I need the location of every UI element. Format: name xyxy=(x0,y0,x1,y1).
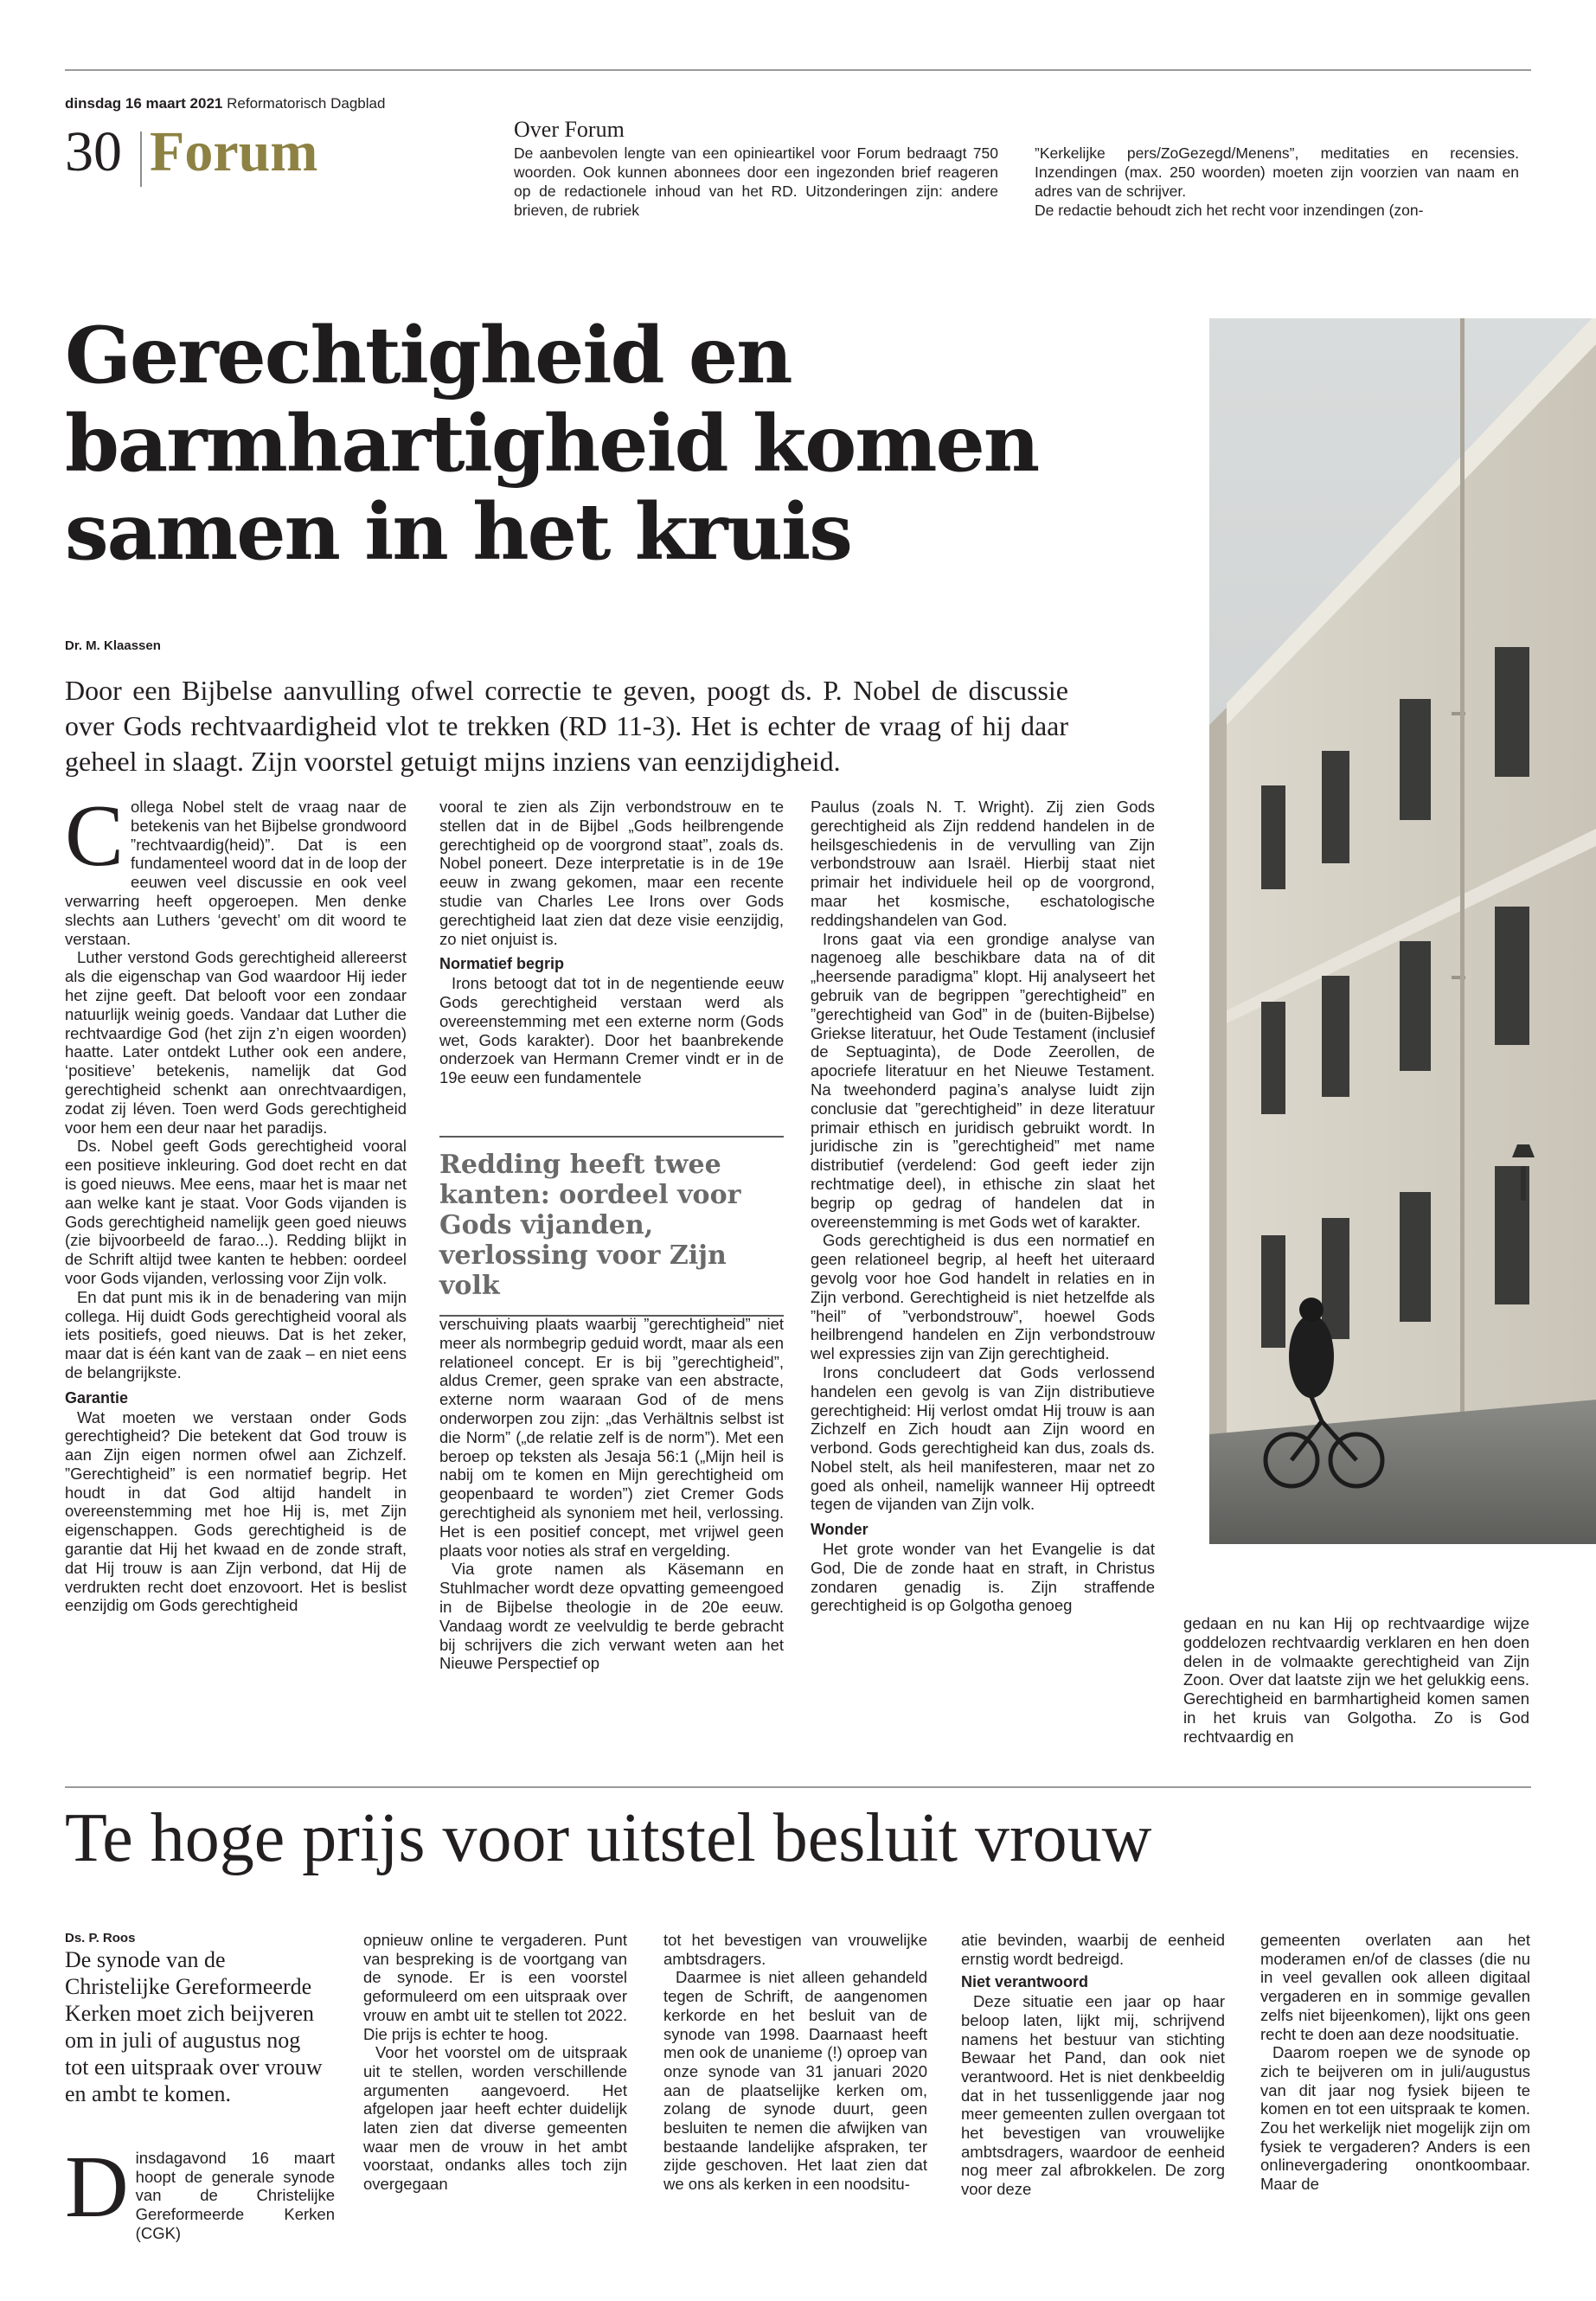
paragraph: vooral te zien als Zijn verbondstrouw en te stellen dat in de Bijbel „Gods heilbrengende gerechtigheid op de voorgrond staat”, zoals ds. Nobel poneert. Deze interpretatie is in de 19e eeuw in zwang gekomen, maar een recente studie van Charles Lee Irons over Gods gerechtigheid laat zien dat deze visie eenzijdig, zo niet onjuist is. xyxy=(439,798,784,948)
paragraph: verschuiving plaats waarbij ”gerechtigheid” niet meer als normbegrip geduid wordt, maar als een relationeel concept. Er is bij ”gerechtigheid”, aldus Cremer, geen sprake van een abstracte, externe norm waaraan God of de mens onderworpen zou zijn: „das Verhältnis selbst ist die Norm” („de relatie zelf is de norm”). Met een beroep op teksten als Jesaja 56:1 („Mijn heil is nabij om te komen en Mijn gerechtigheid om geopenbaard te worden”) ziet Cremer Gods gerechtigheid als synoniem met heil, verlossing. Het is een positief concept, met vrijwel geen plaats voor noties als straf en vergelding. xyxy=(439,1315,784,1560)
article2-headline: Te hoge prijs voor uitstel besluit vrouw xyxy=(65,1800,1152,1876)
section-title: Forum xyxy=(150,120,318,183)
article2-lead: De synode van de Christelijke Gereformeerde Kerken moet zich beijveren om in juli of augustus nog tot een uitspraak over vrouw en ambt te komen. xyxy=(65,1947,323,2106)
paragraph: Irons betoogt dat tot in de negentiende eeuw Gods gerechtigheid verstaan werd als overeenstemming met een externe norm (Gods wet, Gods karakter). Door het baanbrekende onderzoek van Hermann Cremer vindt er in de 19e eeuw een fundamentele xyxy=(439,974,784,1087)
paragraph: Ds. Nobel geeft Gods gerechtigheid vooral een positieve inkleuring. God doet recht en dat is goed nieuws. Mee eens, maar het is maar net aan welke kant je staat. Voor Gods vijanden is Gods gerechtigheid namelijk geen goed nieuws (zie bijvoorbeeld de farao...). Redding blijkt in de Schrift altijd twee kanten te hebben: oordeel voor Gods vijanden, verlossing voor Zijn volk. xyxy=(65,1137,407,1287)
article2-column-3 xyxy=(663,1931,927,2194)
article-column-2 xyxy=(439,798,784,1087)
article2-byline: Ds. P. Roos xyxy=(65,1931,136,1945)
paragraph: ollega Nobel stelt de vraag naar de betekenis van het Bijbelse grondwoord ”rechtvaardig(heid)”. Dat is een fundamenteel woord dat in de loop der eeuwen veel discussie en ook veel verwarring heeft opgeroepen. Men denke slechts aan Luthers ‘gevecht’ om dit woord te verstaan. xyxy=(65,798,407,948)
paragraph: Paulus (zoals N. T. Wright). Zij zien Gods gerechtigheid als Zijn reddend handelen in de heilsgeschiedenis in de vervulling van Zijn verbondstrouw aan Israël. Hierbij staat niet primair het individuele heil op de voorgrond, maar het kosmische, eschatologische reddingshandelen van God. xyxy=(811,798,1155,929)
article-photo xyxy=(1209,318,1596,1544)
article2-column-2 xyxy=(363,1931,627,2194)
paper-name: Reformatorisch Dagblad xyxy=(227,95,386,112)
paragraph: opnieuw online te vergaderen. Punt van bespreking is de voortgang van de synode. Er is een voorstel geformuleerd om een uitspraak over vrouw en ambt uit te stellen tot 2022. Die prijs is echter te hoog. xyxy=(363,1931,627,2043)
masthead-meta xyxy=(65,95,385,112)
pull-quote: Redding heeft twee kanten: oordeel voor Gods vijanden, verlossing voor Zijn volk xyxy=(439,1136,784,1317)
paragraph: Voor het voorstel om de uitspraak uit te stellen, worden verschillende argumenten aangevoerd. Het afgelopen jaar heeft echter duidelijk laten zien dat diverse gemeenten waar men de vrouw in het ambt voorstaat, ondanks alles toch zijn overgegaan xyxy=(363,2043,627,2194)
paragraph: gemeenten overlaten aan het moderamen en/of de classes (die nu in veel gevallen ook alleen digitaal vergaderen en in sommige gevallen zelfs niet bijeenkomen), lijkt ons geen recht te doen aan deze noodsituatie. xyxy=(1260,1931,1530,2043)
article2-column-4 xyxy=(961,1931,1225,2199)
paragraph: atie bevinden, waarbij de eenheid ernstig wordt bedreigd. xyxy=(961,1931,1225,1968)
edition-date: dinsdag 16 maart 2021 xyxy=(65,95,223,112)
paragraph: Irons concludeert dat Gods verlossend handelen een gevolg is van Zijn distributieve gerechtigheid: Hij verlost omdat Hij trouw is aan Zichzelf en Zich houdt aan Zijn woord en verbond. Gods gerechtigheid kan dus, zoals ds. Nobel stelt, als heil manifesteren, maar net zo goed als onheil, namelijk wanneer Hij optreedt tegen de vijanden van Zijn volk. xyxy=(811,1362,1155,1514)
article2-column-1 xyxy=(65,2138,335,2243)
subheading: Garantie xyxy=(65,1388,129,1407)
page-number: 30 xyxy=(65,120,122,183)
article-column-4 xyxy=(1183,1614,1529,1747)
subheading: Wonder xyxy=(811,1521,869,1539)
article-column-1 xyxy=(65,787,407,1615)
paragraph: Gods gerechtigheid is dus een normatief en geen relationeel begrip, al heeft het uiteraard gevolg voor hoe God handelt in relaties en in Zijn verbond. Gerechtigheid is niet hetzelfde als ”heil” of ”verbondstrouw”, hoewel Gods heilbrengend handelen en Zijn verbondstrouw wel expressies zijn van Zijn gerechtigheid. xyxy=(811,1231,1155,1363)
paragraph: Luther verstond Gods gerechtigheid allereerst als die eigenschap van God waardoor Hij ieder het zijne geeft. Dat belooft voor een zondaar natuurlijk weinig goeds. Vandaar dat Luther die rechtvaardige God (het zijn z’n eigen woorden) haatte. Later ontdekt Luther ook een andere, ‘positieve’ betekenis, namelijk dat God gerechtigheid schenkt aan onrechtvaardigen, zodat zij léven. Toen werd Gods gerechtigheid voor hem een deur naar het paradijs. xyxy=(65,948,407,1137)
page-divider xyxy=(140,131,142,187)
article-byline: Dr. M. Klaassen xyxy=(65,638,161,653)
paragraph: insdagavond 16 maart hoopt de generale synode van de Christelijke Gereformeerde Kerken (CGK) xyxy=(135,2149,335,2242)
top-rule xyxy=(65,69,1531,71)
info-box-col2: ”Kerkelijke pers/ZoGezegd/Menens”, meditaties en recensies. Inzendingen (max. 250 woorden) moeten zijn voorzien van naam en adres van de schrijver. De redactie behoudt zich het recht voor inzendingen (zon- xyxy=(1035,144,1519,219)
article2-column-5 xyxy=(1260,1931,1530,2194)
subheading: Normatief begrip xyxy=(439,955,565,973)
article-column-2-continued xyxy=(439,1315,784,1673)
drop-cap: C xyxy=(65,787,125,885)
paragraph: Het grote wonder van het Evangelie is dat God, Die de zonde haat en straft, in Christus zondaren genadig is. Zijn straffende gerechtigheid is op Golgotha genoeg xyxy=(811,1540,1155,1615)
article-lead: Door een Bijbelse aanvulling ofwel correctie te geven, poogt ds. P. Nobel de discussie over Gods rechtvaardigheid vlot te trekken (RD 11-3). Het is echter de vraag of hij daar geheel in slaagt. Zijn voorstel getuigt mijns inziens van eenzijdigheid. xyxy=(65,675,1068,777)
info-box-title: Over Forum xyxy=(514,117,625,142)
paragraph: Wat moeten we verstaan onder Gods gerechtigheid? Die betekent dat God trouw is aan Zijn eigen normen ofwel aan Zichzelf. ”Gerechtigheid” is een normatief begrip. Het houdt in dat God altijd handelt in overeenstemming met hoe Hij is, met Zijn eigenschappen. Gods gerechtigheid is de garantie dat Hij het kwaad en de zonde straft, dat Hij trouw is aan Zijn verbond, dat Hij de verdrukten recht doet enzovoort. Het is beslist eenzijdig om Gods gerechtigheid xyxy=(65,1407,407,1615)
subheading: Niet verantwoord xyxy=(961,1973,1089,1991)
paragraph: gedaan en nu kan Hij op rechtvaardige wijze goddelozen rechtvaardig verklaren en hen doen delen in de volmaakte gerechtigheid van Zijn Zoon. Over dat laatste zijn we het gelukkig eens. Gerechtigheid en barmhartigheid komen samen in het kruis van Golgotha. Zo is God rechtvaardig en xyxy=(1183,1614,1529,1746)
article-headline: Gerechtigheid en barmhartigheid komen samen in het kruis xyxy=(65,310,1039,578)
info-box-col1: De aanbevolen lengte van een opinieartikel voor Forum bedraagt 750 woorden. Ook kunnen abonnees door een ingezonden brief reageren op de redactionele inhoud van het RD. Uitzonderingen zijn: andere brieven, de rubriek xyxy=(514,144,998,219)
paragraph: Deze situatie een jaar op haar beloop laten, lijkt mij, schrijvend namens het bestuur van stichting Bewaar het Pand, dan ook niet verantwoord. Het is niet denkbeeldig dat in het tussenliggende jaar nog meer gemeenten zullen overgaan tot het bevestigen van vrouwelijke ambtsdragers, waardoor de eenheid nog meer zal afbrokkelen. De zorg voor deze xyxy=(961,1992,1225,2199)
paragraph: En dat punt mis ik in de benadering van mijn collega. Hij duidt Gods gerechtigheid vooral als iets positiefs, goed nieuws. Dat is het zeker, maar dat is één kant van de zaak – en niet eens de belangrijkste. xyxy=(65,1287,407,1381)
paragraph: Via grote namen als Käsemann en Stuhlmacher wordt deze opvatting gemeengoed in de Bijbelse theologie in de 20e eeuw. Vandaag wordt ze veelvuldig te berde gebracht bij schrijvers die zich verwant weten aan het Nieuwe Perspectief op xyxy=(439,1560,784,1673)
drop-cap: D xyxy=(65,2138,129,2236)
article-column-3 xyxy=(811,798,1155,1615)
paragraph: Irons gaat via een grondige analyse van nagenoeg alle beschikbare data na of dit „heersende paradigma” klopt. Hij analyseert het gebruik van de begrippen ”gerechtigheid” en ”gerechtigheid van God” in de (buiten-Bijbelse) Griekse literatuur, het Oude Testament (inclusief de Septuaginta), de Dode Zeerollen, de apocriefe literatuur en het Nieuwe Testament. Na tweehonderd pagina’s analyse luidt zijn conclusie dat ”gerechtigheid” in deze literatuur primair ethisch en juridisch gebruikt wordt. In juridische zin is ”gerechtigheid” met name distributief (verdelend: God geeft ieder zijn rechtmatige deel), in ethische zin slaat het begrip op gedrag of handelen dat in overeenstemming is met Gods wet of karakter. xyxy=(811,929,1155,1231)
paragraph: Daarmee is niet alleen gehandeld tegen de Schrift, de aangenomen kerkorde en het besluit van de synode van 1998. Daarnaast heeft men ook de unanieme (!) oproep van onze synode van 31 januari 2020 aan de plaatselijke kerken om, zolang de synode duurt, geen besluiten te nemen die afwijken van bestaande landelijke afspraken, ter zijde geschoven. Het laat zien dat we ons als kerken in een noodsitu- xyxy=(663,1968,927,2194)
paragraph: Daarom roepen we de synode op zich te beijveren om in juli/augustus van dit jaar nog fysiek bijeen te komen en tot een uitspraak te komen. Zou het werkelijk niet mogelijk zijn om fysiek te vergaderen? Anders is een onlinevergadering onontkoombaar. Maar de xyxy=(1260,2043,1530,2194)
paragraph: tot het bevestigen van vrouwelijke ambtsdragers. xyxy=(663,1931,927,1968)
building-photo-illustration xyxy=(1209,318,1596,1544)
article-separator xyxy=(65,1786,1531,1788)
